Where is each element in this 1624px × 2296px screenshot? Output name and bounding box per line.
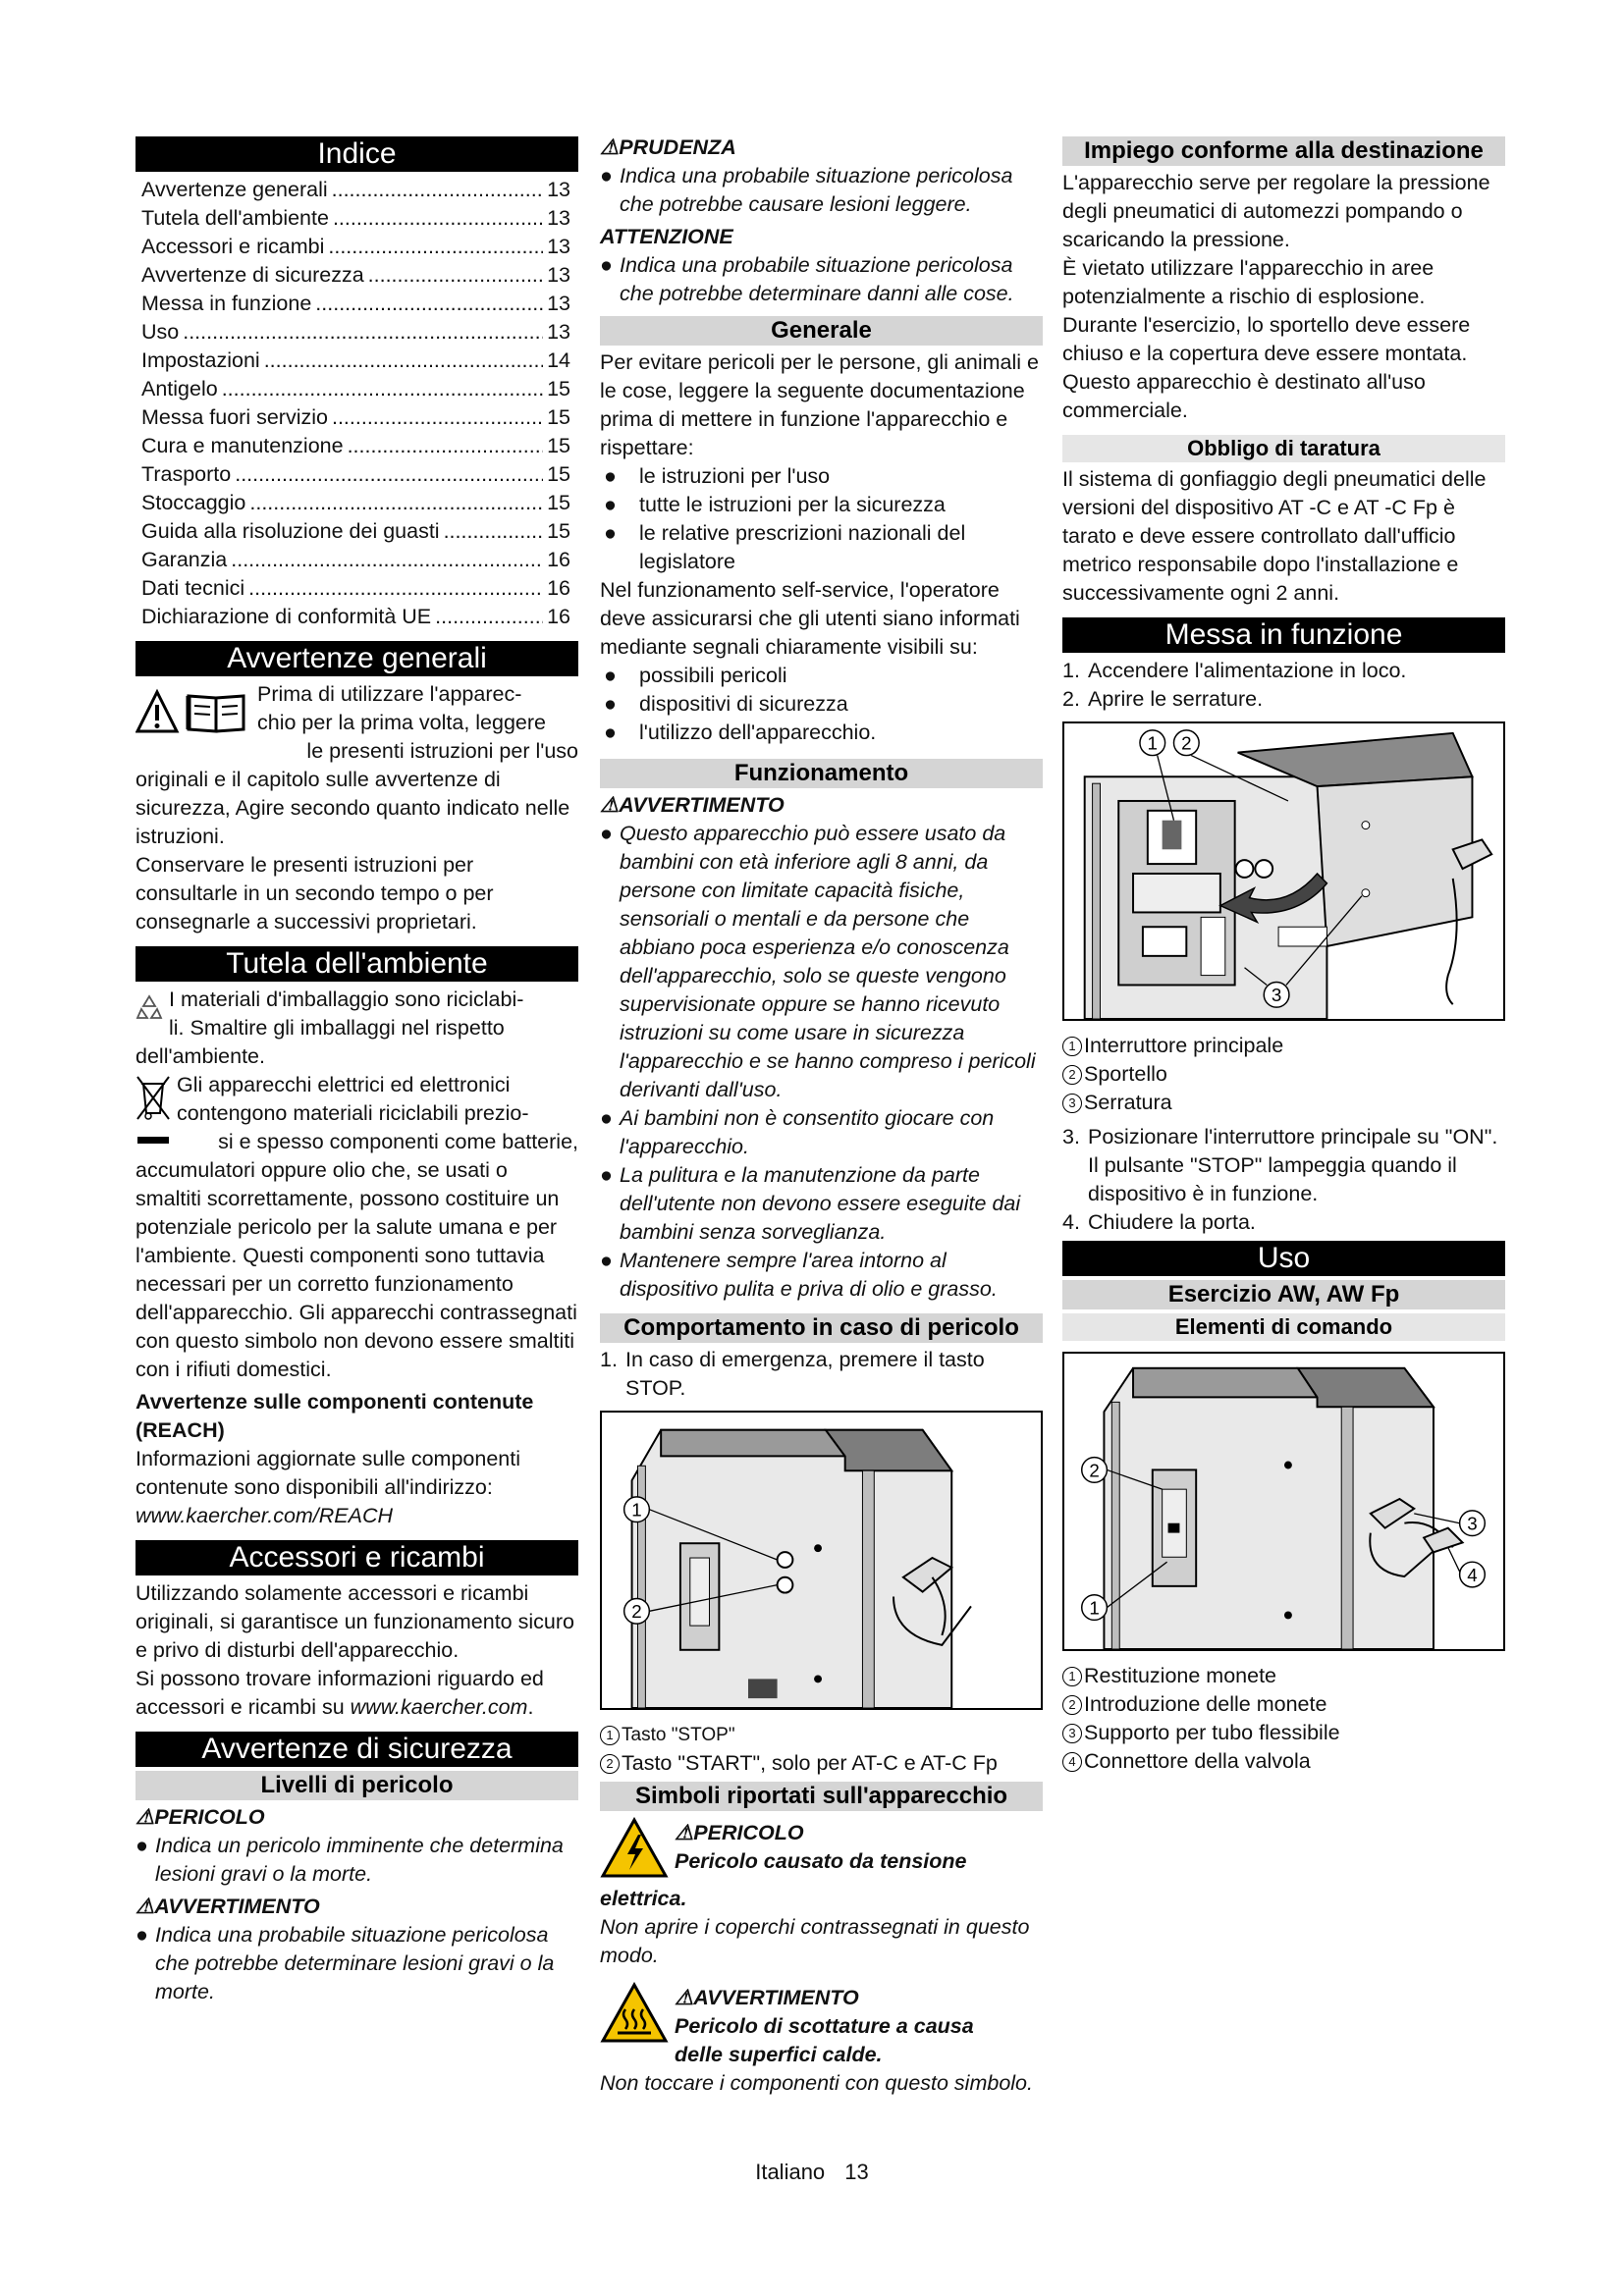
toc-entry[interactable]: Dati tecnici ..... 16 xyxy=(141,574,570,603)
toc-entry[interactable]: Avvertenze generali ..... 13 xyxy=(141,176,570,204)
subheading-livelli: Livelli di pericolo xyxy=(135,1771,578,1800)
footer-language: Italiano xyxy=(755,2160,826,2184)
legend-item: 4 Connettore della valvola xyxy=(1062,1747,1505,1776)
warning-manual-icon xyxy=(135,688,251,737)
recycle-icon xyxy=(135,993,163,1021)
footer-page-number: 13 xyxy=(844,2160,869,2184)
weee-bin-icon xyxy=(135,1074,171,1150)
text-line: delle superfici calde. xyxy=(675,2043,883,2066)
list-item: ● Indica una probabile situazione pericolosa che potrebbe determinare danni alle cose. xyxy=(600,253,1014,305)
subheading-esercizio: Esercizio AW, AW Fp xyxy=(1062,1280,1505,1309)
step-note: Il pulsante "STOP" lampeggia quando il dispositivo è in funzione. xyxy=(1088,1153,1457,1205)
callout-1: 1 xyxy=(1089,1597,1100,1619)
reach-heading: Avvertenze sulle componenti contenute (REACH) xyxy=(135,1390,534,1442)
list-item: ● Indica una probabile situazione pericolosa che potrebbe causare lesioni leggere. xyxy=(600,164,1013,216)
paragraph: Questo apparecchio è destinato all'uso commerciale. xyxy=(1062,370,1426,422)
legend-item: 3 Supporto per tubo flessibile xyxy=(1062,1719,1505,1747)
column-middle xyxy=(600,133,1043,2098)
step: 2. Aprire le serrature. xyxy=(1062,687,1264,711)
list-item: ● dispositivi di sicurezza xyxy=(604,692,848,716)
text-line: Gli apparecchi elettrici ed elettronici xyxy=(177,1073,511,1096)
electric-hazard-icon xyxy=(600,1817,669,1880)
list-item: ● Ai bambini non è consentito giocare con l'apparecchio. xyxy=(600,1106,995,1158)
legend-item: 2 Introduzione delle monete xyxy=(1062,1690,1505,1719)
legend-item: 3 Serratura xyxy=(1062,1089,1505,1117)
paragraph: Utilizzando solamente accessori e ricambi originali, si garantisce un funzionamento sicuro e privo di disturbi dell'apparecchio. xyxy=(135,1581,574,1662)
text-line: dell'ambiente. xyxy=(135,1044,265,1068)
toc-entry[interactable]: Antigelo ..... 15 xyxy=(141,375,570,403)
label-avvertimento: ⚠AVVERTIMENTO xyxy=(600,793,785,817)
text-line: I materiali d'imballaggio sono riciclabi- xyxy=(169,988,524,1011)
column-left xyxy=(135,133,578,2006)
step: 4. Chiudere la porta. xyxy=(1062,1210,1256,1234)
subheading-generale: Generale xyxy=(600,316,1043,346)
callout-2: 2 xyxy=(1089,1460,1100,1481)
toc-entry[interactable]: Uso ..... 13 xyxy=(141,318,570,347)
callout-3: 3 xyxy=(1271,985,1282,1006)
paragraph: È vietato utilizzare l'apparecchio in aree potenzialmente a rischio di esplosione. xyxy=(1062,256,1435,308)
toc-entry[interactable]: Avvertenze di sicurezza ..... 13 xyxy=(141,261,570,290)
heading-sicurezza: Avvertenze di sicurezza xyxy=(135,1732,578,1767)
label-attenzione: ATTENZIONE xyxy=(600,225,733,248)
heading-uso: Uso xyxy=(1062,1241,1505,1276)
legend-item: 1 Tasto "STOP" xyxy=(600,1721,1043,1749)
toc-entry[interactable]: Messa in funzione ..... 13 xyxy=(141,290,570,318)
heading-messa: Messa in funzione xyxy=(1062,617,1505,653)
paragraph: Informazioni aggiornate sulle componenti contenute sono disponibili all'indirizzo: xyxy=(135,1447,521,1499)
toc-entry[interactable]: Stoccaggio ..... 15 xyxy=(141,489,570,517)
text-line: chio per la prima volta, leggere xyxy=(257,711,546,734)
toc-entry[interactable]: Tutela dell'ambiente ..... 13 xyxy=(141,204,570,233)
legend-item: 1 Restituzione monete xyxy=(1062,1662,1505,1690)
paragraph: Per evitare pericoli per le persone, gli animali e le cose, leggere la seguente documentazione prima di mettere in funzione l'apparecchio e rispettare: xyxy=(600,350,1039,459)
subheading-elementi: Elementi di comando xyxy=(1062,1313,1505,1341)
list-item: ● le istruzioni per l'uso xyxy=(604,464,831,488)
text-line: Pericolo di scottature a causa xyxy=(675,2014,974,2038)
callout-3: 3 xyxy=(1467,1513,1478,1534)
list-item: ● La pulitura e la manutenzione da parte dell'utente non devono essere eseguite dai bambini senza sorveglianza. xyxy=(600,1163,1021,1244)
paragraph: Nel funzionamento self-service, l'operatore deve assicurarsi che gli utenti siano informati mediante segnali chiaramente visibili su: xyxy=(600,578,1020,659)
heading-accessori: Accessori e ricambi xyxy=(135,1540,578,1575)
list-item: ● Indica una probabile situazione pericolosa che potrebbe determinare lesioni gravi o la morte. xyxy=(135,1923,555,2003)
paragraph: Conservare le presenti istruzioni per consultarle in un secondo tempo o per consegnarle a successivi proprietari. xyxy=(135,853,494,934)
legend-item: 2 Sportello xyxy=(1062,1060,1505,1089)
reach-link[interactable]: www.kaercher.com/REACH xyxy=(135,1504,394,1527)
callout-4: 4 xyxy=(1467,1564,1478,1585)
callout-1: 1 xyxy=(631,1499,642,1521)
page-footer xyxy=(0,2160,1624,2185)
subheading-taratura: Obbligo di taratura xyxy=(1062,435,1505,462)
label-avvertimento: ⚠AVVERTIMENTO xyxy=(675,1986,859,2009)
warning-read-block xyxy=(135,680,578,766)
subheading-funzionamento: Funzionamento xyxy=(600,759,1043,788)
paragraph: accumulatori oppure olio che, se usati o smaltiti scorrettamente, possono costituire un potenziale pericolo per la salute umana e per l'ambiente. Questi componenti sono tuttavia necessari per un corretto funzionamento dell'apparecchio. Gli apparecchi contrassegnati con questo simbolo non devono essere smaltiti con i rifiuti domestici. xyxy=(135,1158,577,1381)
list-item: ● tutte le istruzioni per la sicurezza xyxy=(604,493,946,516)
list-item: ● l'utilizzo dell'apparecchio. xyxy=(604,721,877,744)
paragraph: originali e il capitolo sulle avvertenze di sicurezza, Agire secondo quanto indicato nelle istruzioni. xyxy=(135,768,570,848)
figure-main-switch xyxy=(1062,721,1505,1021)
index-heading: Indice xyxy=(135,136,578,172)
paragraph: Si possono trovare informazioni riguardo ed accessori e ricambi su www.kaercher.com. xyxy=(135,1667,544,1719)
column-right xyxy=(1062,133,1505,1776)
text-line: elettrica. xyxy=(600,1887,687,1910)
step: 1. Accendere l'alimentazione in loco. xyxy=(1062,659,1407,682)
paragraph: L'apparecchio serve per regolare la pressione degli pneumatici di automezzi pompando o scaricando la pressione. xyxy=(1062,171,1490,251)
toc-entry[interactable]: Dichiarazione di conformità UE ..... 16 xyxy=(141,603,570,631)
paragraph: Il sistema di gonfiaggio degli pneumatici delle versioni del dispositivo AT -C e AT -C Fp è tarato e deve essere controllato dall'ufficio metrico responsabile dopo l'installazione e successivamente ogni 2 anni. xyxy=(1062,467,1487,605)
step: 3. Posizionare l'interruttore principale su "ON". xyxy=(1062,1125,1498,1148)
heading-avvertenze-generali: Avvertenze generali xyxy=(135,641,578,676)
figure-stop-button xyxy=(600,1411,1043,1710)
text-line: li. Smaltire gli imballaggi nel rispetto xyxy=(169,1016,505,1040)
legend-item: 2 Tasto "START", solo per AT-C e AT-C Fp xyxy=(600,1749,1043,1778)
list-item: ● Questo apparecchio può essere usato da bambini con età inferiore agli 8 anni, da persone con limitate capacità fisiche, sensoriali o mentali e da persone che abbiano poca esperienza e/o conoscenza dell'apparecchio, solo se queste vengono supervisionate oppure se hanno ricevuto istruzioni su come usare in sicurezza l'apparecchio e se hanno compreso i pericoli derivanti dall'uso. xyxy=(600,822,1036,1101)
text-line: contengono materiali riciclabili prezio- xyxy=(177,1101,529,1125)
label-pericolo: ⚠PERICOLO xyxy=(135,1805,265,1829)
list-item: ● le relative prescrizioni nazionali del legislatore xyxy=(604,521,966,573)
toc-entry[interactable]: Cura e manutenzione ..... 15 xyxy=(141,432,570,460)
toc-entry[interactable]: Accessori e ricambi ..... 13 xyxy=(141,233,570,261)
subheading-simboli: Simboli riportati sull'apparecchio xyxy=(600,1782,1043,1811)
list-item: ● Indica un pericolo imminente che determina lesioni gravi o la morte. xyxy=(135,1834,564,1886)
label-pericolo: ⚠PERICOLO xyxy=(675,1821,804,1844)
text-line: Prima di utilizzare l'apparec- xyxy=(257,682,522,706)
hot-surface-icon xyxy=(600,1982,669,2045)
text-line: le presenti istruzioni per l'uso xyxy=(306,739,578,763)
toc-entry[interactable]: Trasporto ..... 15 xyxy=(141,460,570,489)
heading-tutela: Tutela dell'ambiente xyxy=(135,946,578,982)
kaercher-link[interactable]: www.kaercher.com xyxy=(350,1695,528,1719)
text-line: si e spesso componenti come batterie, xyxy=(218,1130,578,1153)
paragraph: Non aprire i coperchi contrassegnati in questo modo. xyxy=(600,1915,1030,1967)
toc-entry[interactable]: Impostazioni ..... 14 xyxy=(141,347,570,375)
label-avvertimento: ⚠AVVERTIMENTO xyxy=(135,1895,320,1918)
paragraph: Non toccare i componenti con questo simbolo. xyxy=(600,2071,1033,2095)
list-item: ● possibili pericoli xyxy=(604,664,787,687)
label-prudenza: ⚠PRUDENZA xyxy=(600,135,736,159)
text-line: Pericolo causato da tensione xyxy=(675,1849,967,1873)
callout-2: 2 xyxy=(1181,732,1192,754)
callout-2: 2 xyxy=(631,1601,642,1623)
toc-entry[interactable]: Guida alla risoluzione dei guasti ..... 15 xyxy=(141,517,570,546)
table-of-contents xyxy=(135,176,578,631)
legend-item: 1 Interruttore principale xyxy=(1062,1032,1505,1060)
list-item: ● Mantenere sempre l'area intorno al dispositivo pulita e priva di olio e grasso. xyxy=(600,1249,998,1301)
callout-1: 1 xyxy=(1147,732,1158,754)
toc-entry[interactable]: Messa fuori servizio ..... 15 xyxy=(141,403,570,432)
paragraph: Durante l'esercizio, lo sportello deve essere chiuso e la copertura deve essere montata. xyxy=(1062,313,1471,365)
figure-controls xyxy=(1062,1352,1505,1651)
subheading-impiego: Impiego conforme alla destinazione xyxy=(1062,136,1505,166)
step: 1. In caso di emergenza, premere il tasto STOP. xyxy=(600,1348,985,1400)
toc-entry[interactable]: Garanzia ..... 16 xyxy=(141,546,570,574)
subheading-comportamento: Comportamento in caso di pericolo xyxy=(600,1313,1043,1343)
